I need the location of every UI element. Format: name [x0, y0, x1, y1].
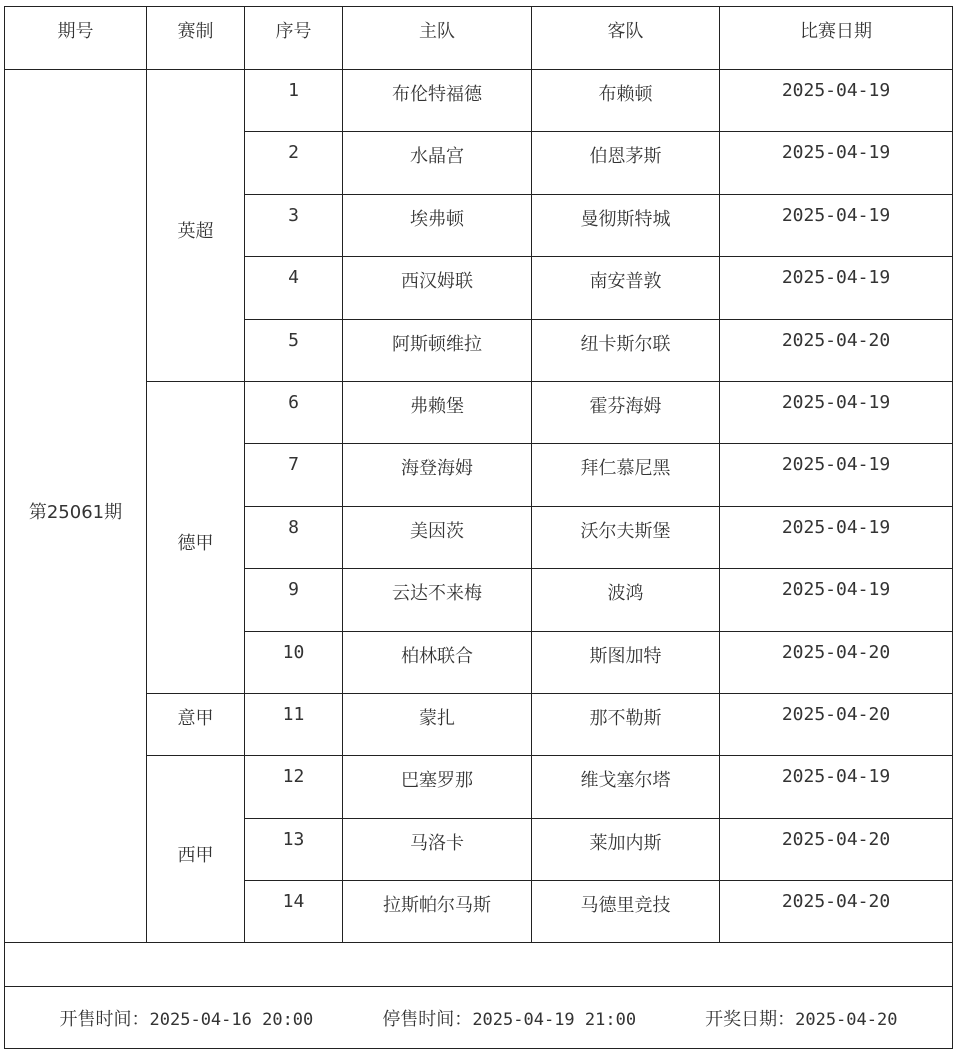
draw-date-info: [705, 1005, 897, 1031]
header-index: 序号: [245, 7, 343, 70]
match-number: 10: [245, 631, 343, 693]
match-date: 2025-04-20: [720, 631, 953, 693]
home-team: 弗赖堡: [343, 381, 532, 443]
match-date: 2025-04-20: [720, 881, 953, 943]
match-number: 14: [245, 881, 343, 943]
match-date: 2025-04-19: [720, 444, 953, 506]
match-date: 2025-04-19: [720, 194, 953, 256]
match-date: 2025-04-19: [720, 506, 953, 568]
home-team: 布伦特福德: [343, 70, 532, 132]
sale-start-info: [60, 1005, 314, 1031]
home-team: 西汉姆联: [343, 257, 532, 319]
home-team: 拉斯帕尔马斯: [343, 881, 532, 943]
header-match-date: 比赛日期: [720, 7, 953, 70]
match-number: 3: [245, 194, 343, 256]
sale-stop-value: 2025-04-19 21:00: [472, 1009, 637, 1030]
match-date: 2025-04-19: [720, 381, 953, 443]
match-number: 2: [245, 132, 343, 194]
match-date: 2025-04-20: [720, 319, 953, 381]
away-team: 莱加内斯: [532, 818, 720, 880]
match-date: 2025-04-19: [720, 257, 953, 319]
match-number: 5: [245, 319, 343, 381]
away-team: 伯恩茅斯: [532, 132, 720, 194]
draw-date-label: 开奖日期：: [705, 1008, 796, 1030]
sale-stop-label: 停售时间：: [382, 1008, 473, 1030]
away-team: 布赖顿: [532, 70, 720, 132]
away-team: 霍芬海姆: [532, 381, 720, 443]
away-team: 维戈塞尔塔: [532, 756, 720, 818]
match-number: 8: [245, 506, 343, 568]
league-cell-premier-league: 英超: [147, 70, 245, 382]
blank-row: [5, 943, 953, 987]
home-team: 柏林联合: [343, 631, 532, 693]
away-team: 那不勒斯: [532, 693, 720, 755]
home-team: 马洛卡: [343, 818, 532, 880]
sale-stop-info: [382, 1005, 636, 1031]
away-team: 沃尔夫斯堡: [532, 506, 720, 568]
header-league: 赛制: [147, 7, 245, 70]
footer-cell: [5, 987, 953, 1049]
match-number: 13: [245, 818, 343, 880]
home-team: 巴塞罗那: [343, 756, 532, 818]
away-team: 波鸿: [532, 569, 720, 631]
match-date: 2025-04-20: [720, 693, 953, 755]
match-date: 2025-04-20: [720, 818, 953, 880]
home-team: 阿斯顿维拉: [343, 319, 532, 381]
match-number: 11: [245, 693, 343, 755]
match-number: 7: [245, 444, 343, 506]
table-row: [5, 693, 953, 755]
match-schedule-table: [4, 6, 953, 1049]
away-team: 马德里竞技: [532, 881, 720, 943]
home-team: 蒙扎: [343, 693, 532, 755]
away-team: 斯图加特: [532, 631, 720, 693]
home-team: 海登海姆: [343, 444, 532, 506]
away-team: 曼彻斯特城: [532, 194, 720, 256]
match-number: 6: [245, 381, 343, 443]
match-number: 4: [245, 257, 343, 319]
table-row: [5, 381, 953, 443]
table-row: [5, 756, 953, 818]
sale-start-label: 开售时间：: [59, 1008, 150, 1030]
away-team: 纽卡斯尔联: [532, 319, 720, 381]
league-cell-la-liga: 西甲: [147, 756, 245, 943]
table-row: [5, 70, 953, 132]
match-number: 12: [245, 756, 343, 818]
draw-date-value: 2025-04-20: [795, 1009, 898, 1030]
match-date: 2025-04-19: [720, 569, 953, 631]
match-date: 2025-04-19: [720, 756, 953, 818]
header-away-team: 客队: [532, 7, 720, 70]
home-team: 美因茨: [343, 506, 532, 568]
blank-cell: [5, 943, 953, 987]
footer-row: [5, 987, 953, 1049]
sale-start-value: 2025-04-16 20:00: [149, 1009, 314, 1030]
home-team: 云达不来梅: [343, 569, 532, 631]
away-team: 南安普敦: [532, 257, 720, 319]
home-team: 埃弗顿: [343, 194, 532, 256]
header-row: [5, 7, 953, 70]
header-period: 期号: [5, 7, 147, 70]
away-team: 拜仁慕尼黑: [532, 444, 720, 506]
home-team: 水晶宫: [343, 132, 532, 194]
match-number: 1: [245, 70, 343, 132]
match-date: 2025-04-19: [720, 70, 953, 132]
period-cell: 第25061期: [5, 70, 147, 943]
league-cell-bundesliga: 德甲: [147, 381, 245, 693]
header-home-team: 主队: [343, 7, 532, 70]
sale-info: [5, 1005, 952, 1031]
match-date: 2025-04-19: [720, 132, 953, 194]
league-cell-serie-a: 意甲: [147, 693, 245, 755]
match-number: 9: [245, 569, 343, 631]
